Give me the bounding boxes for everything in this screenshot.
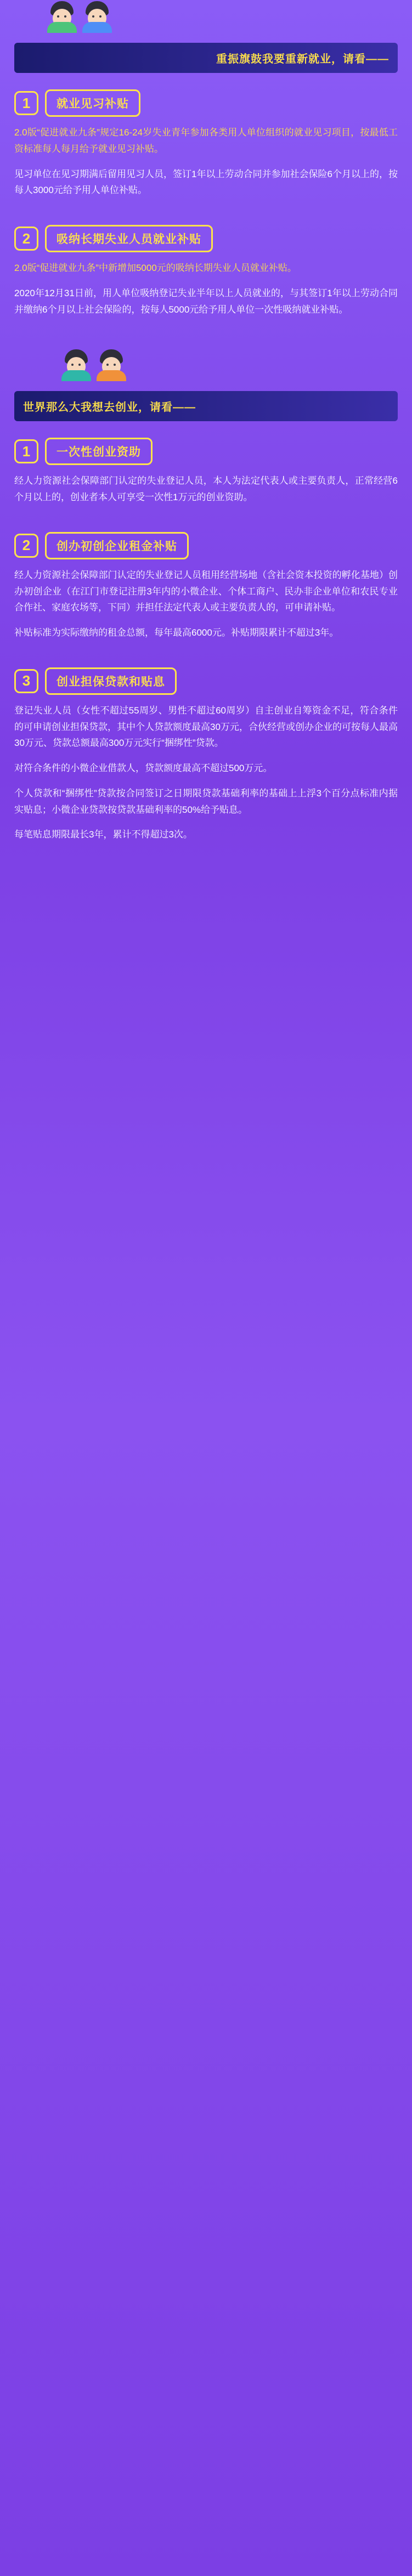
benefit-item-heading <box>14 532 398 559</box>
benefit-item <box>0 667 412 843</box>
eye-icon <box>57 15 59 18</box>
item-title: 吸纳长期失业人员就业补贴 <box>45 225 213 252</box>
torso-shape <box>97 370 126 381</box>
item-paragraph: 补贴标准为实际缴纳的租金总额，每年最高6000元。补贴期限累计不超过3年。 <box>14 627 339 638</box>
section-employment <box>0 33 412 318</box>
person-icon <box>81 1 113 33</box>
benefit-item-heading <box>14 667 398 695</box>
torso-shape <box>82 22 112 33</box>
benefit-item <box>0 532 412 641</box>
eye-icon <box>64 15 66 18</box>
spacer <box>0 326 412 348</box>
item-paragraph: 经人力资源社会保障部门认定的失业登记人员租用经营场地（含社会资本投资的孵化基地）创办初创企业（在江门市登记注册3年内的小微企业、个体工商户、民办非企业单位和农民专业合作社、家庭农场等，下同）并担任法定代表人或主要负责人的，可申请补贴。 <box>14 569 398 613</box>
decorative-figures-top <box>0 0 412 33</box>
person-icon <box>95 349 127 381</box>
item-paragraph: 2.0版“促进就业九条”中新增加5000元的吸纳长期失业人员就业补贴。 <box>14 263 297 273</box>
decorative-figures-middle <box>0 348 412 381</box>
spacer <box>0 207 412 213</box>
item-number-badge: 2 <box>14 227 38 251</box>
person-icon <box>46 1 78 33</box>
item-number-badge: 1 <box>14 439 38 463</box>
item-paragraph: 个人贷款和“捆绑性”贷款按合同签订之日期限贷款基础利率的基础上上浮3个百分点标准内据实贴息；小微企业贷款按贷款基础利率的50%给予贴息。 <box>14 788 398 815</box>
section-banner <box>14 391 398 421</box>
person-icon <box>60 349 92 381</box>
spacer <box>0 514 412 520</box>
item-number-badge: 1 <box>14 91 38 115</box>
item-number-badge: 2 <box>14 534 38 558</box>
item-paragraph: 2.0版“促进就业九条”规定16-24岁失业青年参加各类用人单位组织的就业见习项目，按最低工资标准每人每月给予就业见习补贴。 <box>14 127 398 154</box>
torso-shape <box>47 22 77 33</box>
item-title: 创业担保贷款和贴息 <box>45 667 177 695</box>
section-banner-text: 重振旗鼓我要重新就业，请看—— <box>216 53 389 65</box>
item-paragraph: 对符合条件的小微企业借款人，贷款额度最高不超过500万元。 <box>14 763 273 773</box>
section-banner-wrap <box>0 381 412 426</box>
benefit-item-heading <box>14 89 398 117</box>
item-title: 一次性创业资助 <box>45 438 153 465</box>
benefit-item-heading <box>14 438 398 465</box>
item-paragraph: 见习单位在见习期满后留用见习人员，签订1年以上劳动合同并参加社会保险6个月以上的，按每人3000元给予用人单位补贴。 <box>14 168 398 196</box>
item-paragraph: 每笔贴息期限最长3年，累计不得超过3次。 <box>14 829 193 840</box>
benefit-item-heading <box>14 225 398 252</box>
section-banner-text: 世界那么大我想去创业，请看—— <box>23 401 196 414</box>
benefit-item <box>0 89 412 199</box>
item-title: 就业见习补贴 <box>45 89 140 117</box>
section-banner <box>14 43 398 73</box>
item-paragraph: 2020年12月31日前，用人单位吸纳登记失业半年以上人员就业的，与其签订1年以上劳动合同并缴纳6个月以上社会保险的，按每人5000元给予用人单位一次性吸纳就业补贴。 <box>14 287 398 315</box>
item-title: 创办初创企业租金补贴 <box>45 532 189 559</box>
section-entrepreneurship <box>0 381 412 843</box>
benefit-item <box>0 438 412 506</box>
eye-icon <box>92 15 94 18</box>
item-number-badge: 3 <box>14 669 38 693</box>
torso-shape <box>61 370 91 381</box>
eye-icon <box>99 15 101 18</box>
item-paragraph: 登记失业人员（女性不超过55周岁、男性不超过60周岁）自主创业自筹资金不足，符合条件的可申请创业担保贷款，其中个人贷款额度最高30万元，合伙经营或创办企业的可按每人最高30万元、贷款总额最高300万元实行“捆绑性”贷款。 <box>14 705 398 749</box>
benefit-item <box>0 225 412 318</box>
section-banner-wrap <box>0 33 412 77</box>
spacer <box>0 852 412 874</box>
spacer <box>0 650 412 655</box>
item-paragraph: 经人力资源社会保障部门认定的失业登记人员，本人为法定代表人或主要负责人，正常经营6个月以上的，创业者本人可享受一次性1万元的创业资助。 <box>14 475 398 502</box>
